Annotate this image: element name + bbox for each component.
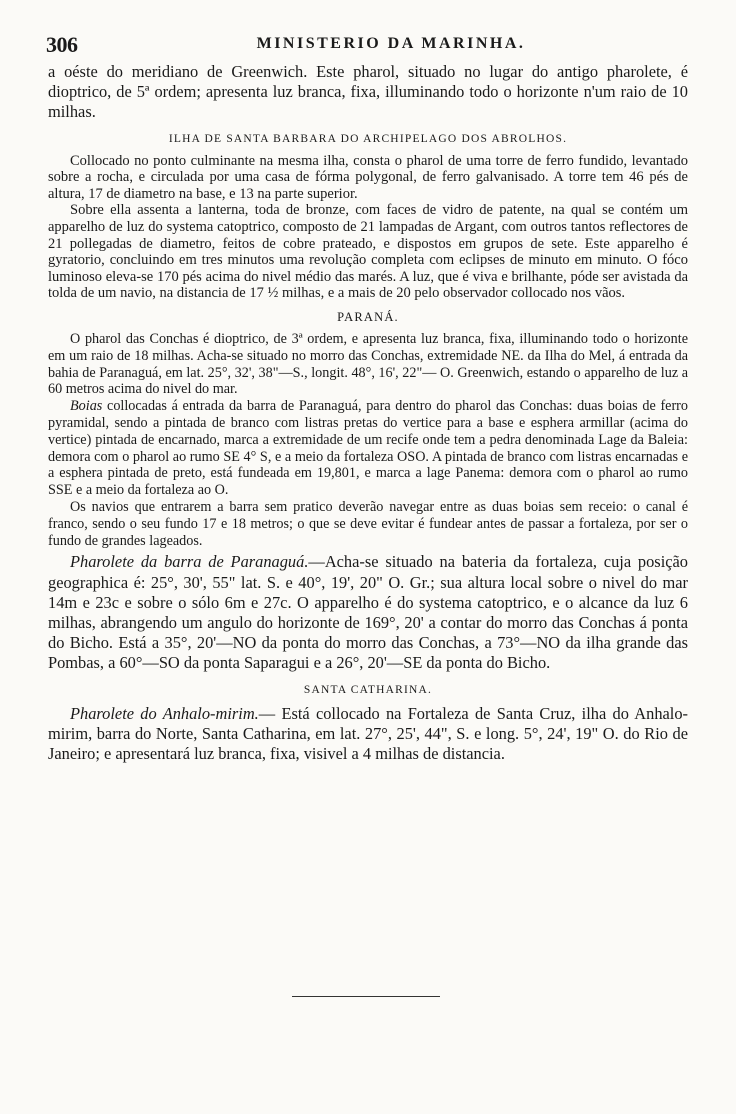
section-heading-parana: PARANÁ.	[337, 309, 399, 324]
intro-paragraph: a oéste do meridiano de Greenwich. Este pharol, situado no lugar do antigo pharolete, é dioptrico, de 5ª ordem; apresenta luz branca, fixa, illuminando todo o horizonte n'um raio de 10 milhas.	[48, 62, 688, 122]
parana-paragraph-1: O pharol das Conchas é dioptrico, de 3ª ordem, e apresenta luz branca, fixa, illuminando todo o horizonte em um raio de 18 milhas. Acha-se situado no morro das Conchas, extremidade NE. da Ilha do Mel, á entrada da bahia de Paranaguá, em lat. 25°, 32', 38"—S., longit. 48°, 16', 22"— O. Greenwich, estando o apparelho de luz a 60 metros acima do nivel do mar.	[48, 330, 688, 398]
pharolete-paranagua-label: Pharolete da barra de Paranaguá.	[70, 552, 309, 572]
page-header	[46, 32, 686, 58]
abrolhos-paragraph-1: Collocado no ponto culminante na mesma ilha, consta o pharol de uma torre de ferro fundido, levantado sobre a rocha, e circulada por uma casa de fórma polygonal, de ferro galvanisado. A torre tem 46 pés de altura, 17 de diametro na base, e 13 na parte superior.	[48, 152, 688, 202]
pharolete-paranagua-text: —Acha-se situado na bateria da fortaleza, cuja posição geographica é: 25°, 30', 55" lat. S. e 40°, 19', 20" O. Gr.; sua altura local sobre o nivel do mar 14m e 23c e sobre o sólo 6m e 27c. O apparelho é do systema catoptrico, e o alcance da luz 6 milhas, abrangendo um angulo do horizonte de 169°, 20' a contar do morro das Conchas á ponta do Bicho. Está a 35°, 20'—NO da ponta do morro das Conchas, a 73°—NO da ilha grande das Pombas, a 60°—SO da ponta Saparagui e a 26°, 20'—SE da ponta do Bicho.	[48, 552, 688, 673]
boias-text: collocadas á entrada da barra de Paranaguá, para dentro do pharol das Conchas: duas boias de ferro pyramidal, sendo a pintada de branco com listras pretas do vertice para a base e esphera armillar (acima do vertice) pintada de encarnado, marca a extremidade de um recife onde tem a pedra denominada Lage da Baleia: demora com o pharol ao rumo SE 4° S, e a meio da fortaleza OSO. A pintada de branco com listras encarnadas e a esphera pintada de preto, está fundeada em 19,801, e marca a lage Panema: demora com o pharol ao rumo SSE e a meio da fortaleza ao O.	[48, 398, 689, 499]
boias-label: Boias	[70, 398, 103, 415]
parana-paragraph-4	[48, 552, 688, 673]
section-heading-santa-catharina: SANTA CATHARINA.	[303, 683, 433, 696]
parana-paragraph-3: Os navios que entrarem a barra sem pratico deverão navegar entre as duas boias sem receio: o canal é franco, sendo o seu fundo 17 e 18 metros; o que se deve evitar é fundear antes de passar a fortaleza, por ser o fundo de grandes lageados.	[48, 498, 688, 549]
pharolete-anhalo-text: — Está collocado na Fortaleza de Santa Cruz, ilha do Anhalo-mirim, barra do Norte, Santa Catharina, em lat. 27°, 25', 44", S. e long. 5°, 24', 19" O. do Rio de Janeiro; e apresentará luz branca, fixa, visivel a 4 milhas de distancia.	[48, 703, 688, 763]
parana-paragraph-2	[48, 398, 688, 499]
abrolhos-paragraph-2: Sobre ella assenta a lanterna, toda de bronze, com faces de vidro de patente, na qual se contém um apparelho de luz do systema catoptrico, composto de 21 lampadas de Argant, com outros tantos reflectores de 21 pollegadas de diametro, feitos de cobre prateado, e dispostos em grupos de sete. Este apparelho é gyratorio, concluindo em tres minutos uma revolução completa com eclipses de minuto em minuto. O fóco luminoso eleva-se 170 pés acima do nivel médio das marés. A luz, que é viva e brilhante, póde ser avistada da tolda de um navio, na distancia de 17 ½ milhas, e a mais de 20 pelo observador collocado nos vãos.	[48, 202, 688, 302]
pharolete-anhalo-label: Pharolete do Anhalo-mirim.	[70, 703, 259, 723]
running-title: MINISTERIO DA MARINHA.	[256, 35, 526, 52]
page-number: 306	[46, 32, 78, 57]
section-heading-abrolhos: ILHA DE SANTA BARBARA DO ARCHIPELAGO DOS ABROLHOS.	[168, 132, 568, 145]
end-rule	[292, 996, 440, 997]
santa-catharina-paragraph-1	[48, 704, 688, 765]
page-body	[48, 62, 688, 764]
